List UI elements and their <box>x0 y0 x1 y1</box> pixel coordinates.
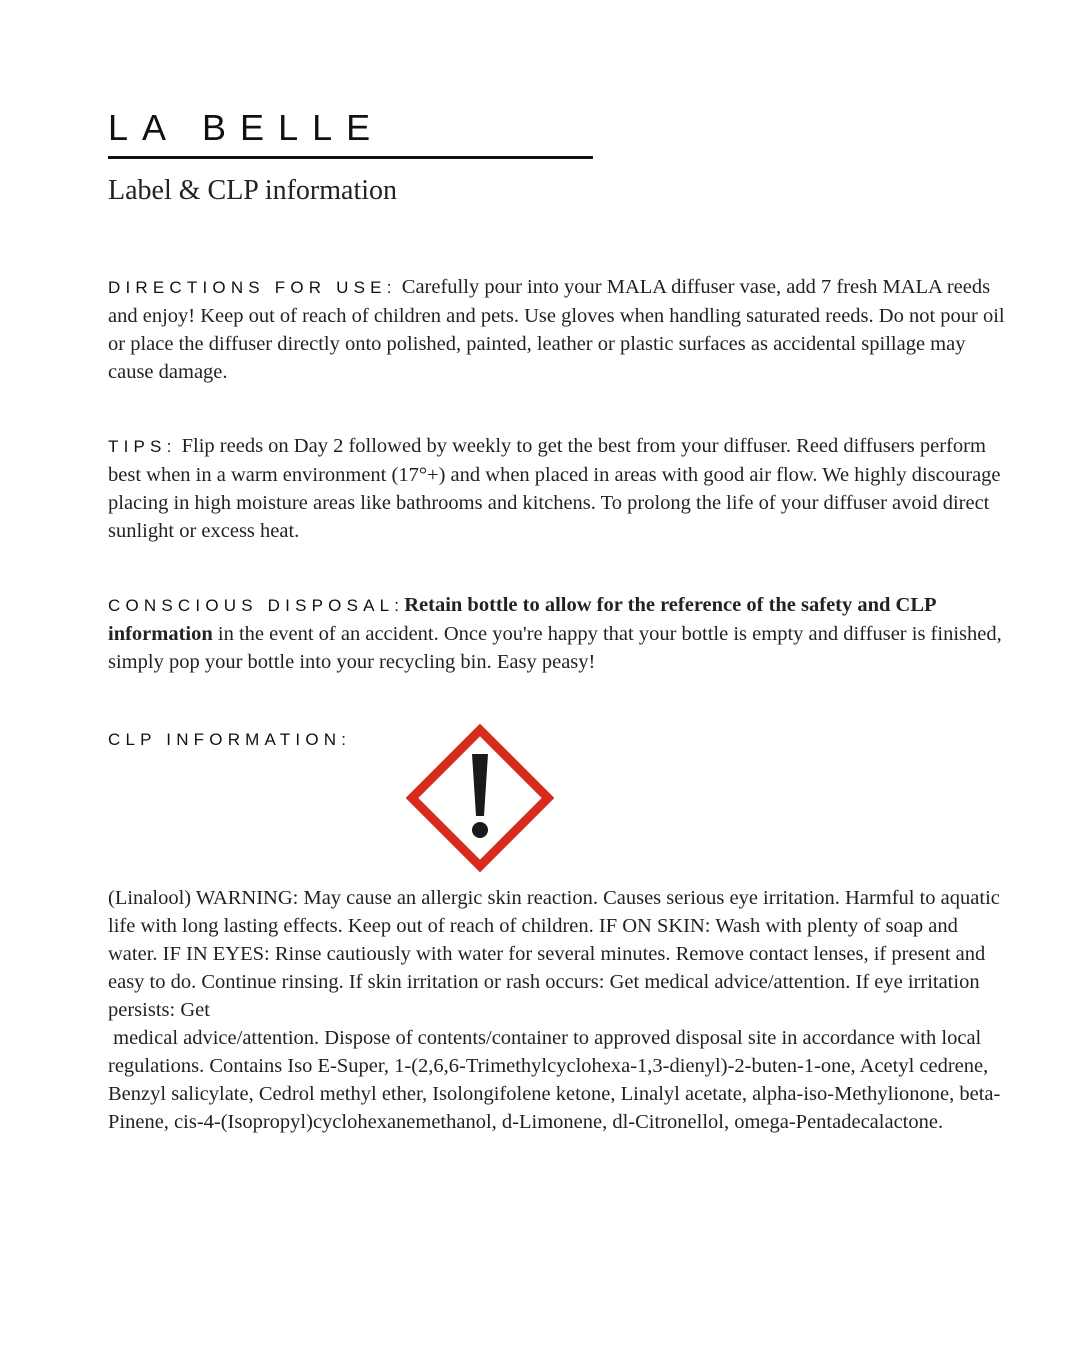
disposal-bold-text: Retain bottle to allow for the reference of the safety and CLP information <box>108 594 936 645</box>
tips-section <box>108 432 1008 545</box>
tips-label: TIPS: <box>108 437 177 456</box>
directions-section <box>108 273 1008 386</box>
directions-label: DIRECTIONS FOR USE: <box>108 278 397 297</box>
directions-text: Carefully pour into your MALA diffuser vase, add 7 fresh MALA reeds and enjoy! Keep out of reach of children and pets. Use gloves when handling saturated reeds. Do not pour oil or place the diffuser directly onto polished, painted, leather or plastic surfaces as accidental spillage may cause damage. <box>108 276 1005 383</box>
disposal-section <box>108 591 1008 676</box>
clp-label: CLP INFORMATION: <box>108 730 352 749</box>
page-subtitle: Label & CLP information <box>108 175 398 206</box>
title-divider <box>108 156 593 159</box>
clp-warning-text <box>108 884 1008 1136</box>
tips-text: Flip reeds on Day 2 followed by weekly to get the best from your diffuser. Reed diffusers perform best when in a warm environment (17°+) and when placed in areas with good air flow. We highly discourage placing in high moisture areas like bathrooms and kitchens. To prolong the life of your diffuser avoid direct sunlight or excess heat. <box>108 435 1001 542</box>
clp-warning-part2: medical advice/attention. Dispose of contents/container to approved disposal site in accordance with local regulations. Contains Iso E-Super, 1-(2,6,6-Trimethylcyclohexa-1,3-dienyl)-2-buten-1-one, Acetyl cedrene, Benzyl salicylate, Cedrol methyl ether, Isolongifolene ketone, Linalyl acetate, alpha-iso-Methylionone, beta-Pinene, cis-4-(Isopropyl)cyclohexanemethanol, d-Limonene, dl-Citronellol, omega-Pentadecalactone. <box>108 1027 1001 1133</box>
ghs-exclamation-mark-icon <box>406 724 554 872</box>
disposal-text: in the event of an accident. Once you're happy that your bottle is empty and diffuser is finished, simply pop your bottle into your recycling bin. Easy peasy! <box>108 623 1002 673</box>
brand-title: LA BELLE <box>108 107 385 148</box>
disposal-label: CONSCIOUS DISPOSAL: <box>108 596 405 615</box>
clp-warning-part1: (Linalool) WARNING: May cause an allergic skin reaction. Causes serious eye irritation. Harmful to aquatic life with long lasting effects. Keep out of reach of children. IF ON SKIN: Wash with plenty of soap and water. IF IN EYES: Rinse cautiously with water for several minutes. Remove contact lenses, if present and easy to do. Continue rinsing. If skin irritation or rash occurs: Get medical advice/attention. If eye irritation persists: Get <box>108 887 1000 1021</box>
